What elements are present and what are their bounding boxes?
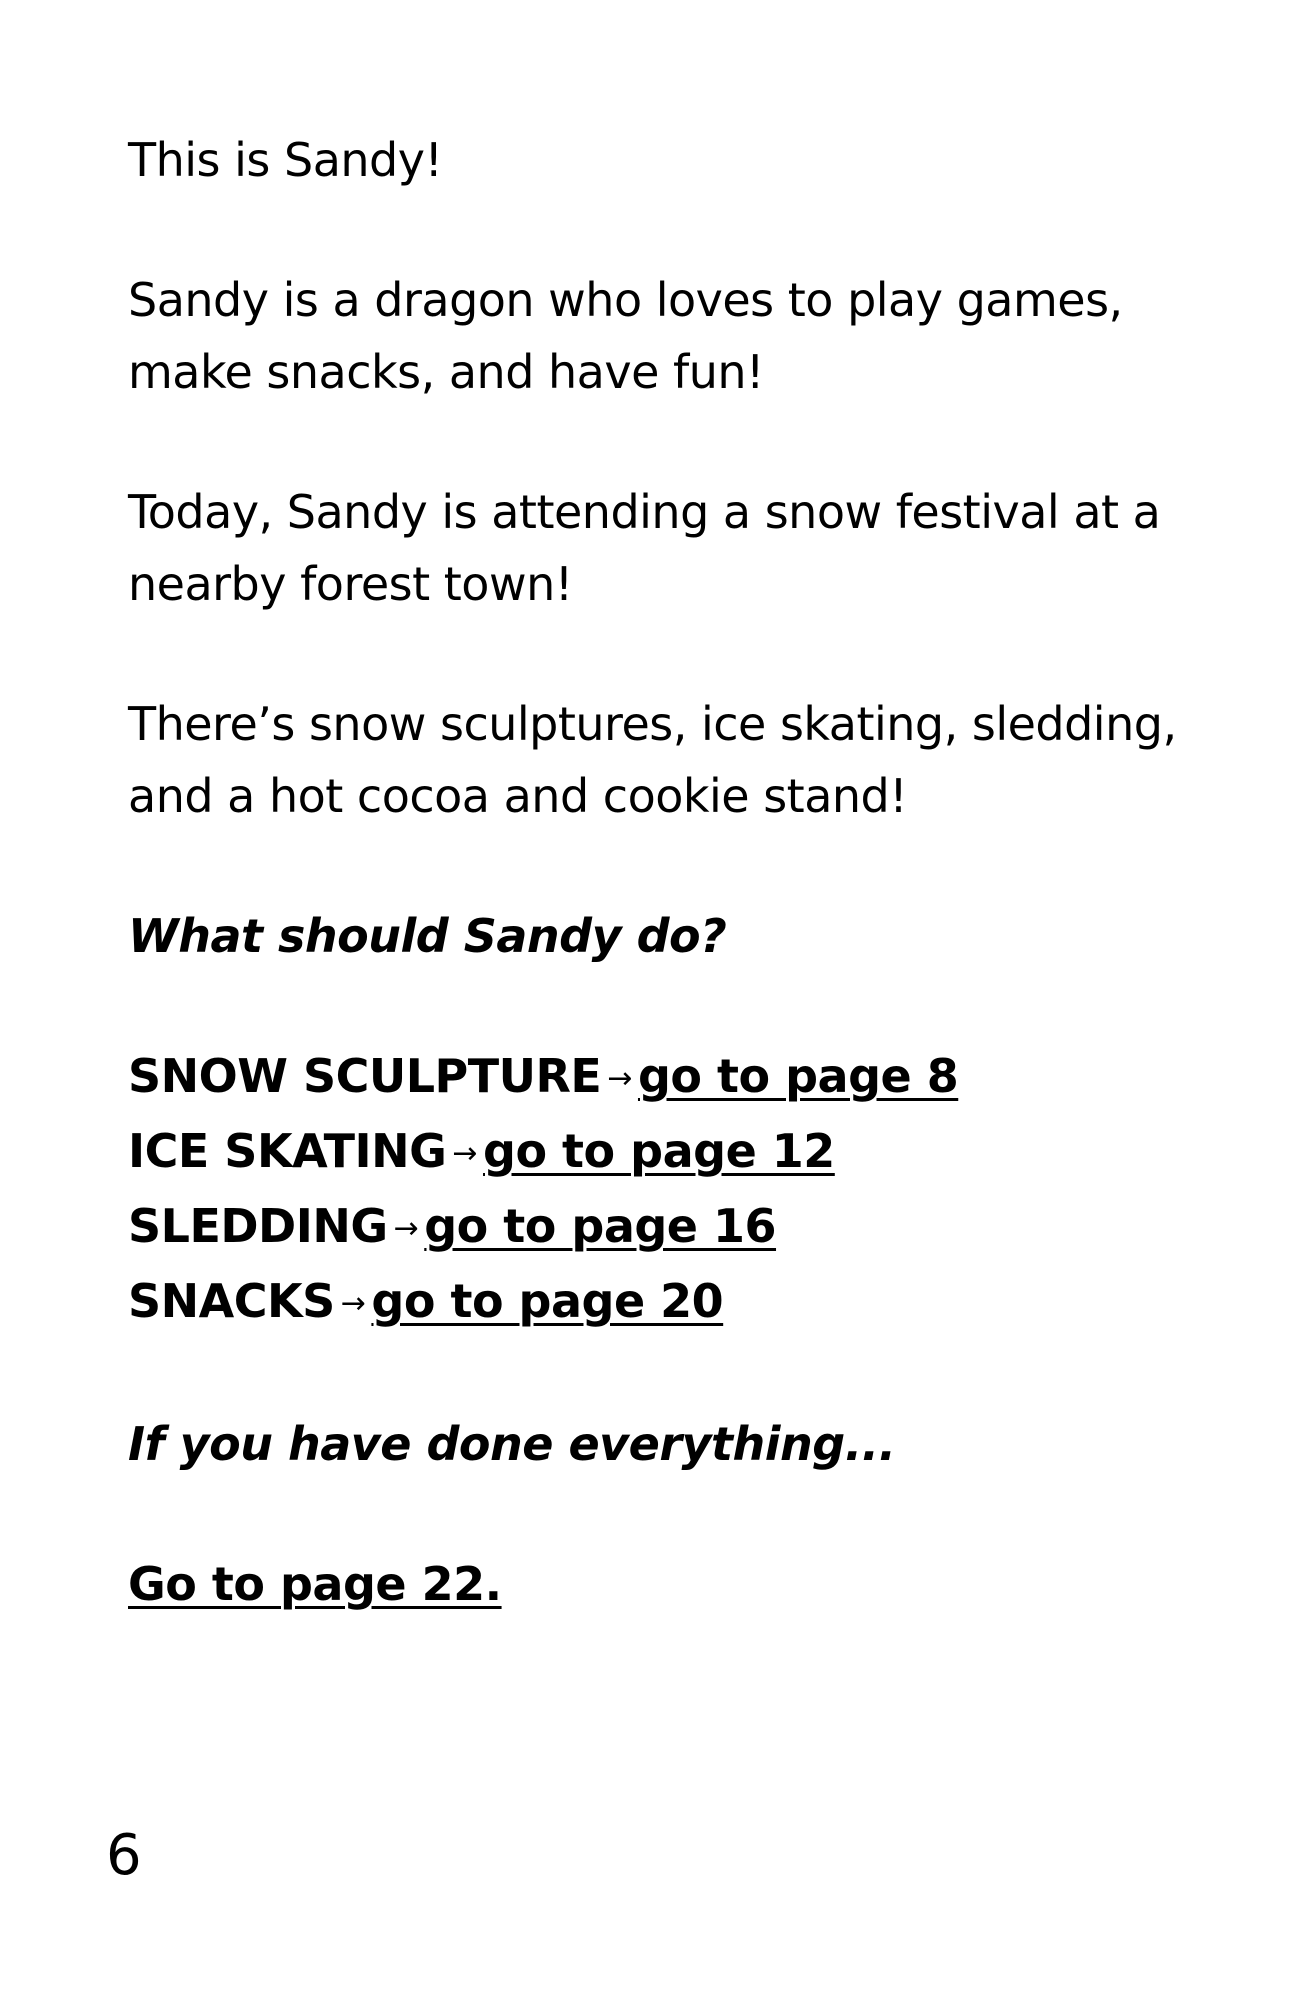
arrow-right-icon: → <box>452 1136 478 1171</box>
intro-paragraph: This is Sandy! <box>128 133 443 187</box>
activities-paragraph: There’s snow sculptures, ice skating, sledding, and a hot cocoa and cookie stand! <box>128 697 1177 823</box>
choice-sledding <box>128 1190 1188 1265</box>
arrow-right-icon: → <box>340 1286 366 1321</box>
page-number: 6 <box>106 1823 142 1888</box>
arrow-right-icon: → <box>607 1061 632 1096</box>
setting-paragraph: Today, Sandy is attending a snow festival at a nearby forest town! <box>128 485 1161 611</box>
choice-ice-skating <box>128 1115 1188 1190</box>
choice-list <box>128 1040 1188 1340</box>
choice-label: SNOW SCULPTURE <box>128 1049 602 1103</box>
go-to-page-8-link[interactable]: go to page 8 <box>637 1049 959 1103</box>
choice-label: ICE SKATING <box>128 1124 447 1178</box>
done-prompt: If you have done everything... <box>128 1417 896 1471</box>
final-link-row <box>128 1548 1188 1620</box>
arrow-right-icon: → <box>393 1211 419 1246</box>
description-paragraph: Sandy is a dragon who loves to play games, make snacks, and have fun! <box>128 273 1123 399</box>
go-to-page-20-link[interactable]: go to page 20 <box>371 1274 724 1328</box>
go-to-page-16-link[interactable]: go to page 16 <box>424 1199 777 1253</box>
choice-label: SNACKS <box>128 1274 335 1328</box>
story-page <box>128 124 1188 1688</box>
choice-snow-sculpture <box>128 1040 1188 1115</box>
go-to-page-22-link[interactable]: Go to page 22. <box>128 1557 502 1611</box>
go-to-page-12-link[interactable]: go to page 12 <box>483 1124 835 1178</box>
choice-label: SLEDDING <box>128 1199 388 1253</box>
choice-snacks <box>128 1265 1188 1340</box>
choice-prompt: What should Sandy do? <box>128 909 727 963</box>
